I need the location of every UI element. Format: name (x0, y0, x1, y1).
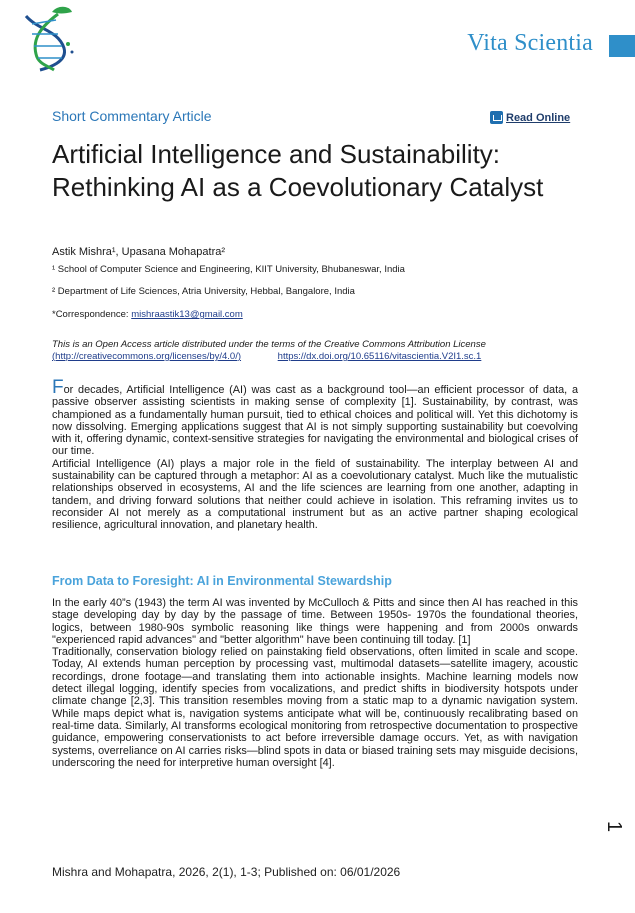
read-online-icon (490, 111, 503, 124)
license-url-link[interactable]: (http://creativecommons.org/licenses/by/4.0/) (52, 351, 242, 362)
license-text: This is an Open Access article distributed under the terms of the Creative Commons Attribution License (52, 339, 486, 350)
affiliation-1: ¹ School of Computer Science and Engineering, KIIT University, Bhubaneswar, India (52, 264, 405, 275)
journal-brand: Vita Scientia (467, 30, 593, 56)
introduction (52, 377, 578, 532)
citation-footer: Mishra and Mohapatra, 2026, 2(1), 1-3; Published on: 06/01/2026 (52, 865, 401, 879)
page-number: 1 (602, 820, 625, 833)
brand-accent-bar (609, 35, 635, 57)
article-title: Artificial Intelligence and Sustainability: Rethinking AI as a Coevolutionary Catalyst (52, 139, 544, 202)
doi-link[interactable]: https://dx.doi.org/10.65116/vitascientia.V2I1.sc.1 (277, 351, 482, 362)
intro-paragraph-1 (52, 377, 578, 458)
read-online-label: Read Online (506, 111, 571, 124)
intro-paragraph-1-text: or decades, Artificial Intelligence (AI) was cast as a background tool—an efficient processor of data, a passive observer assisting scientists in making sense of complexity [1]. Sustainability, by contrast, was championed as a fundamentally human pursuit, tied to ethical choices and political will. Yet this dichotomy is now dissolving. Emerging applications suggest that AI is not simply supporting sustainability but coevolving with it, offering dynamic, context-sensitive strategies for navigating the environmental and biological crises of our time. (52, 384, 578, 458)
intro-paragraph-2: Artificial Intelligence (AI) plays a major role in the field of sustainability. The interplay between AI and sustainability can be captured through a metaphor: AI as a coevolutionary catalyst. Much like the mutualistic relationships observed in ecosystems, AI and the life sciences are learning from one another, adapting in tandem, and driving forward solutions that neither could achieve in isolation. This reframing invites us to reconsider AI not merely as a computational instrument but as an active partner shaping ecological resilience, agricultural innovation, and planetary health. (52, 457, 578, 532)
section-heading: From Data to Foresight: AI in Environmental Stewardship (52, 574, 392, 588)
correspondence (52, 309, 243, 320)
drop-cap: F (52, 377, 64, 398)
correspondence-label: *Correspondence: (52, 309, 132, 320)
article-type: Short Commentary Article (52, 108, 212, 124)
read-online-link[interactable] (490, 111, 570, 124)
dna-helix-leaf-logo (18, 4, 78, 74)
section-body (52, 597, 578, 769)
license-notice (52, 339, 582, 363)
correspondence-email-link[interactable]: mishraastik13@gmail.com (131, 309, 243, 320)
section-paragraph-2: Traditionally, conservation biology relied on painstaking field observations, often limited in scale and scope. Today, AI extends human perception by processing vast, multimodal datasets—satellite imagery, acoustic recordings, drone footage—and translating them into actionable insights. Machine learning models now detect illegal logging, identify species from vocalizations, and predict shifts in biodiversity hotspots under climate change [2,3]. This transition resembles moving from a static map to a dynamic navigation system. While maps depict what is, navigation systems anticipate what will be, continuously recalibrating based on real-time data. Similarly, AI transforms ecological monitoring from retrospective documentation to prospective guidance, empowering conservationists to act before irreversible damage occurs. Yet, as with navigation systems, overreliance on AI carries risks—blind spots in data or biased training sets may misguide decisions, underscoring the need for interpretive human oversight [4]. (52, 646, 578, 769)
authors: Astik Mishra¹, Upasana Mohapatra² (52, 246, 226, 258)
affiliation-2: ² Department of Life Sciences, Atria University, Hebbal, Bangalore, India (52, 286, 355, 297)
section-paragraph-1: In the early 40”s (1943) the term AI was invented by McCulloch & Pitts and since then AI has reached in this stage developing day by day by the passage of time. Between 1950s- 1970s the foundational theories, logics, between 1980-90s symbolic reasoning like things were happening and from 2000s onwards "experienced rapid advances" and "better algorithm" have been continuing till today. [1] (52, 597, 578, 646)
